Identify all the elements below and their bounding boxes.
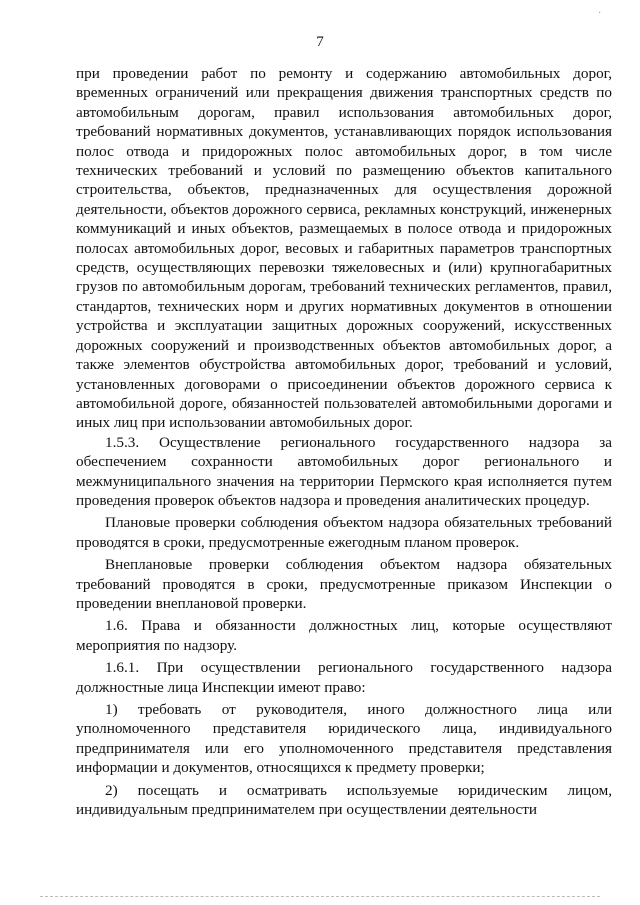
paragraph-1-6: 1.6. Права и обязанности должностных лиц, которые осуществляют мероприятия по надзору. (76, 617, 612, 654)
list-item-2: 2) посещать и осматривать используемые юридическим лицом, индивидуальным предпринимателем при осуществлении деятельности (76, 781, 612, 819)
list-item-1: 1) требовать от руководителя, иного должностного лица или уполномоченного представителя юридического лица, индивидуального предпринимателя или его уполномоченного представителя представления информации и документов, относящихся к предмету проверки; (76, 701, 612, 777)
paragraph-unplanned-inspections: Внеплановые проверки соблюдения объектом надзора обязательных требований проводятся в сроки, предусмотренные приказом Инспекции о проведении внеплановой проверки. (76, 556, 612, 612)
paragraph-1-5-3: 1.5.3. Осуществление регионального государственного надзора за обеспечением сохранности автомобильных дорог регионального и межмуниципального значения на территории Пермского края исполняется путем проведения проверок объектов надзора и проведения аналитических процедур. (76, 433, 612, 509)
paragraph-1-6-1: 1.6.1. При осуществлении регионального государственного надзора должностные лица Инспекции имеют право: (76, 659, 612, 696)
paragraph-continuation: при проведении работ по ремонту и содержанию автомобильных дорог, временных ограничений или прекращения движения транспортных средств по автомобильным дорогам, правил использования автомобильных дорог, требований нормативных документов, устанавливающих порядок использования полос отвода и придорожных полос автомобильных дорог, в том числе технических требований и условий по размещению объектов капитального строительства, объектов, предназначенных для осуществления дорожной деятельности, объектов дорожного сервиса, рекламных конструкций, инженерных коммуникаций и иных объектов, размещаемых в полосе отвода и придорожных полосах автомобильных дорог, весовых и габаритных параметров транспортных средств, осуществляющих перевозки тяжеловесных и (или) крупногабаритных грузов по автомобильным дорогам, требований технических регламентов, правил, стандартов, технических норм и других нормативных документов в отношении устройства и эксплуатации защитных дорожных сооружений, искусственных дорожных сооружений и производственных объектов автомобильных дорог, а также элементов обустройства автомобильных дорог, требований и условий, установленных договорами о присоединении объектов дорожного сервиса к автомобильной дороге, обязанностей пользователей автомобильными дорогами и иных лиц при использовании автомобильных дорог. (76, 65, 612, 432)
paragraph-planned-inspections: Плановые проверки соблюдения объектом надзора обязательных требований проводятся в сроки, предусмотренные ежегодным планом проверок. (76, 514, 612, 551)
document-body (76, 64, 612, 819)
page-bottom-edge (40, 896, 600, 897)
page-number: 7 (316, 34, 324, 50)
corner-mark: · (598, 8, 602, 19)
